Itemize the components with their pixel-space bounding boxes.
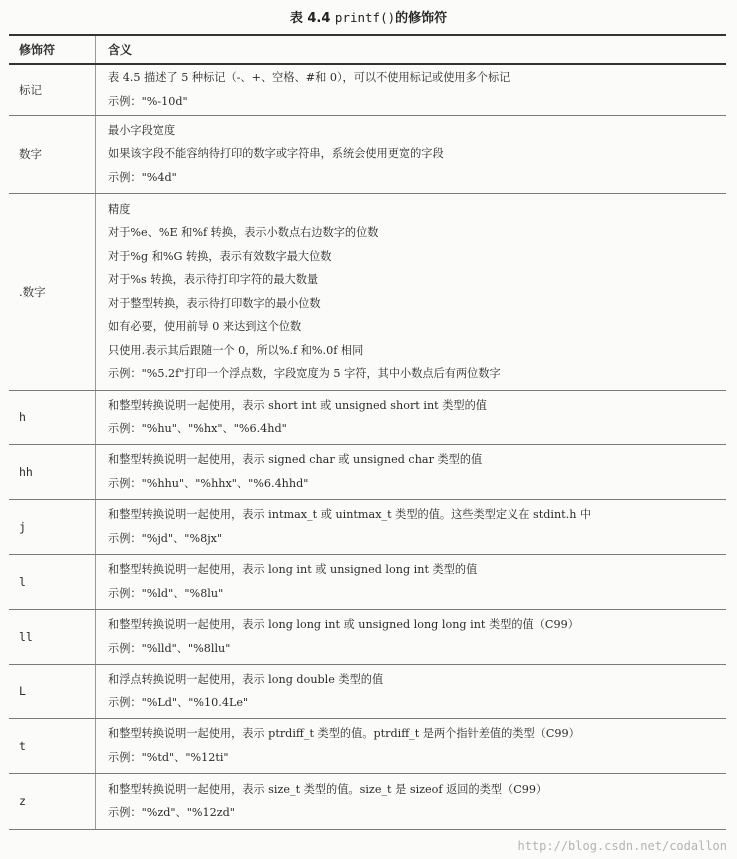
table-row bbox=[9, 664, 726, 718]
table-header-row bbox=[9, 35, 726, 64]
meaning-line: 表 4.5 描述了 5 种标记（-、+、空格、#和 0），可以不使用标记或使用多个标记 bbox=[108, 71, 511, 85]
meaning-line: 示例："%ld"、"%8lu" bbox=[108, 586, 224, 600]
modifier-cell: z bbox=[9, 773, 96, 829]
modifier-cell: hh bbox=[9, 444, 96, 499]
table-row bbox=[9, 390, 726, 444]
meaning-line: 示例："%4d" bbox=[108, 170, 177, 184]
meaning-line: 对于%s 转换，表示待打印字符的最大数量 bbox=[108, 273, 319, 286]
meaning-cell bbox=[96, 499, 727, 554]
caption-func: printf() bbox=[334, 10, 396, 25]
meaning-cell bbox=[96, 609, 727, 664]
table-row bbox=[9, 499, 726, 554]
modifier-cell: L bbox=[9, 664, 96, 718]
table-caption bbox=[0, 0, 737, 34]
table-row bbox=[9, 64, 726, 115]
table-row bbox=[9, 773, 726, 829]
meaning-line: 示例："%jd"、"%8jx" bbox=[108, 531, 223, 545]
modifier-cell: l bbox=[9, 554, 96, 609]
table-row bbox=[9, 193, 726, 390]
meaning-line: 最小字段宽度 bbox=[108, 123, 176, 137]
meaning-line: 示例："%5.2f"打印一个浮点数，字段宽度为 5 字符，其中小数点后有两位数字 bbox=[108, 367, 501, 380]
watermark: http://blog.csdn.net/codallon bbox=[517, 839, 727, 853]
meaning-line: 和整型转换说明一起使用，表示 long long int 或 unsigned long long int 类型的值（C99） bbox=[108, 618, 579, 631]
meaning-line: 和整型转换说明一起使用，表示 size_t 类型的值。size_t 是 sizeof 返回的类型（C99） bbox=[108, 782, 548, 796]
meaning-line: 示例："%hhu"、"%hhx"、"%6.4hhd" bbox=[108, 476, 309, 490]
meaning-cell bbox=[96, 773, 727, 829]
table-row bbox=[9, 115, 726, 193]
meaning-line: 只使用.表示其后跟随一个 0，所以%.f 和%.0f 相同 bbox=[108, 343, 364, 357]
meaning-line: 和整型转换说明一起使用，表示 signed char 或 unsigned char 类型的值 bbox=[108, 453, 483, 466]
meaning-line: 和整型转换说明一起使用，表示 short int 或 unsigned short int 类型的值 bbox=[108, 398, 487, 412]
modifier-cell: 数字 bbox=[9, 115, 96, 193]
modifier-cell: t bbox=[9, 718, 96, 773]
meaning-line: 示例："%Ld"、"%10.4Le" bbox=[108, 696, 249, 709]
table-row bbox=[9, 554, 726, 609]
meaning-cell bbox=[96, 664, 727, 718]
meaning-line: 和整型转换说明一起使用，表示 long int 或 unsigned long int 类型的值 bbox=[108, 563, 478, 576]
modifier-cell: ll bbox=[9, 609, 96, 664]
meaning-line: 示例："%zd"、"%12zd" bbox=[108, 806, 235, 819]
meaning-line: 和整型转换说明一起使用，表示 intmax_t 或 uintmax_t 类型的值。这些类型定义在 stdint.h 中 bbox=[108, 508, 592, 521]
meaning-line: 和浮点转换说明一起使用，表示 long double 类型的值 bbox=[108, 672, 384, 686]
meaning-line: 示例："%lld"、"%8llu" bbox=[108, 641, 231, 655]
meaning-cell bbox=[96, 718, 727, 773]
modifier-cell: 标记 bbox=[9, 64, 96, 115]
meaning-line: 示例："%td"、"%12ti" bbox=[108, 750, 229, 764]
meaning-cell bbox=[96, 193, 727, 390]
header-modifier: 修饰符 bbox=[9, 35, 96, 64]
meaning-cell bbox=[96, 390, 727, 444]
modifier-cell: h bbox=[9, 390, 96, 444]
meaning-cell bbox=[96, 554, 727, 609]
caption-suffix: 的修饰符 bbox=[395, 11, 448, 26]
modifier-cell: j bbox=[9, 499, 96, 554]
table-row bbox=[9, 444, 726, 499]
table-row bbox=[9, 609, 726, 664]
meaning-line: 对于整型转换，表示待打印数字的最小位数 bbox=[108, 296, 321, 310]
meaning-line: 和整型转换说明一起使用，表示 ptrdiff_t 类型的值。ptrdiff_t 是两个指针差值的类型（C99） bbox=[108, 727, 580, 740]
caption-label: 表 4.4 bbox=[289, 11, 331, 26]
meaning-line: 对于%e、%E 和%f 转换，表示小数点右边数字的位数 bbox=[108, 226, 379, 239]
meaning-line: 精度 bbox=[108, 202, 131, 216]
meaning-cell bbox=[96, 64, 727, 115]
meaning-line: 对于%g 和%G 转换，表示有效数字最大位数 bbox=[108, 249, 332, 263]
table-body bbox=[9, 64, 726, 829]
meaning-cell bbox=[96, 115, 727, 193]
modifier-cell: .数字 bbox=[9, 193, 96, 390]
modifier-table bbox=[9, 34, 726, 830]
table-row bbox=[9, 718, 726, 773]
meaning-line: 示例："%-10d" bbox=[108, 94, 188, 108]
meaning-line: 如果该字段不能容纳待打印的数字或字符串，系统会使用更宽的字段 bbox=[108, 147, 444, 161]
meaning-cell bbox=[96, 444, 727, 499]
header-meaning: 含义 bbox=[96, 35, 727, 64]
meaning-line: 示例："%hu"、"%hx"、"%6.4hd" bbox=[108, 422, 287, 435]
meaning-line: 如有必要，使用前导 0 来达到这个位数 bbox=[108, 320, 302, 333]
